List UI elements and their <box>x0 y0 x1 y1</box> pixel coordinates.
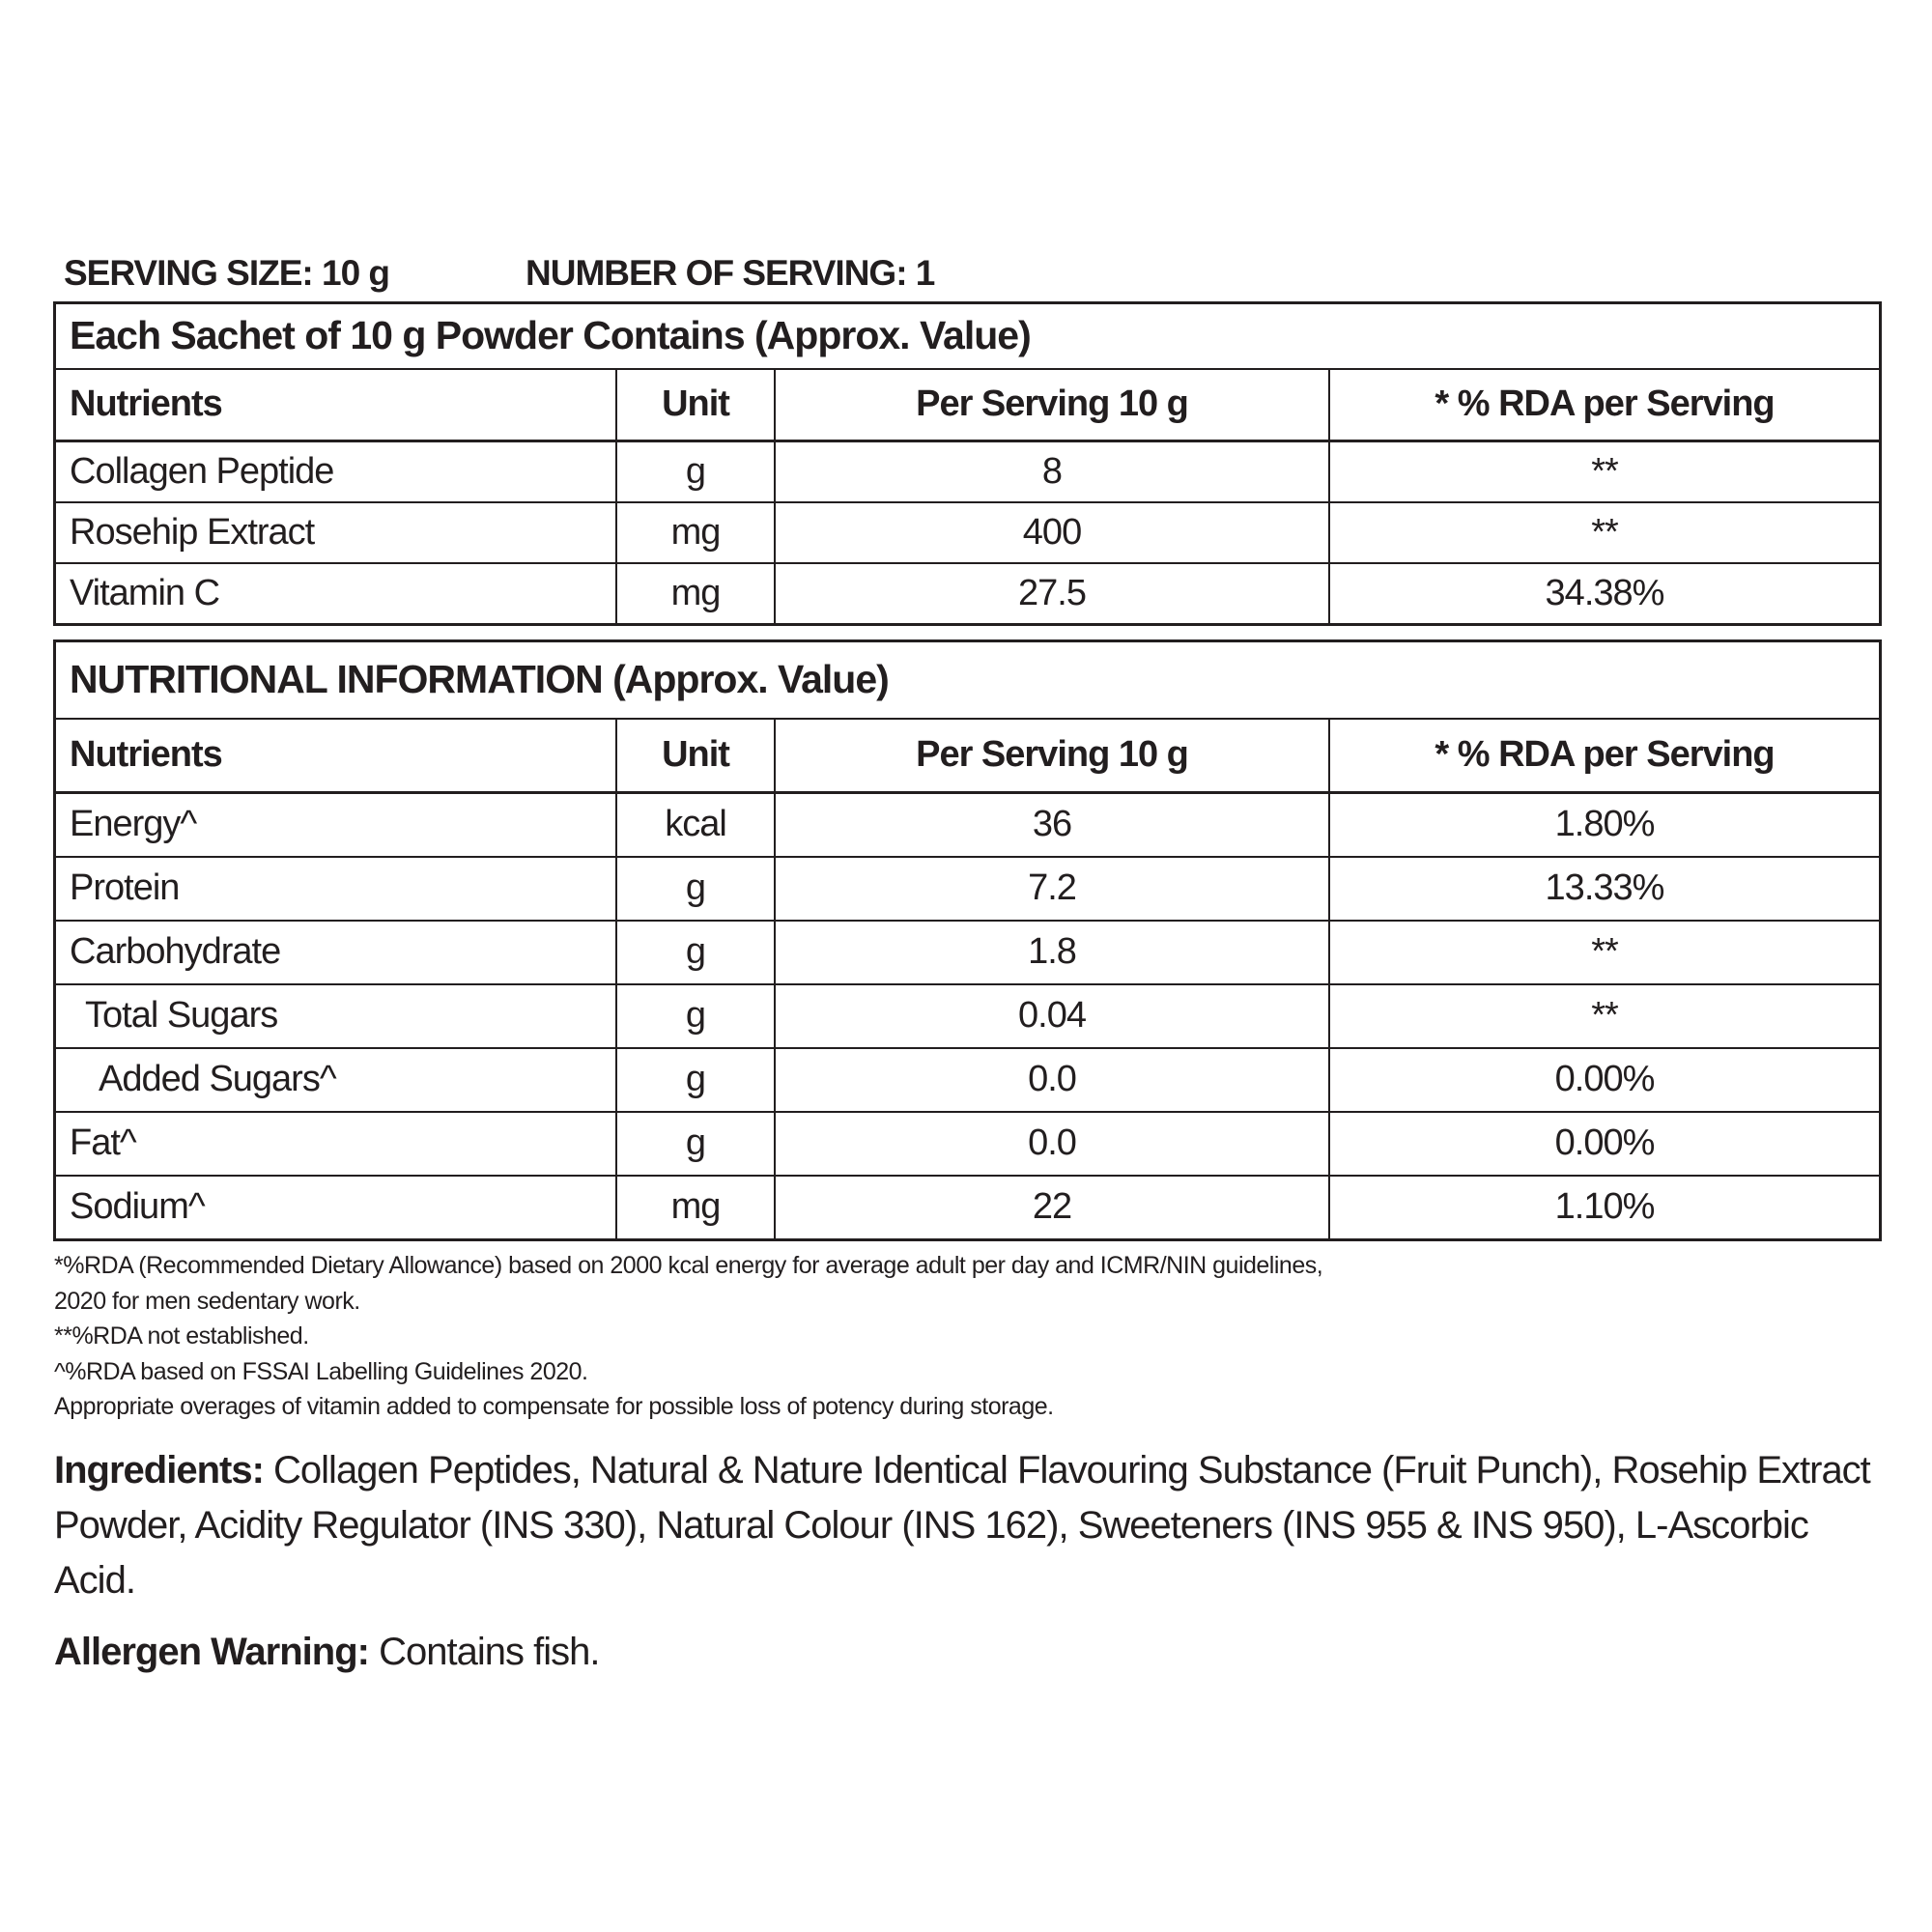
nutrient-unit: mg <box>615 503 774 562</box>
table-row-fat <box>56 1111 1879 1175</box>
table-row-vitamin-c <box>56 562 1879 623</box>
nutrient-name: Sodium^ <box>70 1186 205 1228</box>
table2-col-header-rda: * % RDA per Serving <box>1328 720 1879 791</box>
nutrient-name: Total Sugars <box>85 995 278 1037</box>
rda-value: ** <box>1328 985 1879 1047</box>
nutrient-unit: mg <box>615 1177 774 1238</box>
rda-value: 1.10% <box>1328 1177 1879 1238</box>
rda-value: 1.80% <box>1328 794 1879 856</box>
rda-value: 0.00% <box>1328 1049 1879 1111</box>
footnote-rda-basis-cont: 2020 for men sedentary work. <box>54 1287 360 1315</box>
table-row-protein <box>56 856 1879 920</box>
table2-header-row <box>56 718 1879 792</box>
rda-value: 13.33% <box>1328 858 1879 920</box>
footnote-fssai-guidelines: ^%RDA based on FSSAI Labelling Guidelines 2020. <box>54 1357 588 1385</box>
table1-title-row <box>56 304 1879 368</box>
per-serving-value: 0.0 <box>774 1049 1328 1111</box>
table-row-carbohydrate <box>56 920 1879 983</box>
table1-title: Each Sachet of 10 g Powder Contains (Approx. Value) <box>70 313 1031 358</box>
table1-col-header-per-serving: Per Serving 10 g <box>774 370 1328 440</box>
per-serving-value: 22 <box>774 1177 1328 1238</box>
table-row-collagen-peptide <box>56 440 1879 501</box>
nutrient-name: Energy^ <box>70 804 197 845</box>
nutrient-unit: g <box>615 1113 774 1175</box>
nutrient-unit: g <box>615 1049 774 1111</box>
ingredients-label: Ingredients: <box>54 1449 264 1492</box>
nutrient-unit: mg <box>615 564 774 623</box>
table-row-added-sugars <box>56 1047 1879 1111</box>
nutritional-information-table <box>53 639 1882 1241</box>
per-serving-value: 7.2 <box>774 858 1328 920</box>
table1-col-header-unit: Unit <box>615 370 774 440</box>
nutrient-name: Collagen Peptide <box>70 450 334 492</box>
nutrient-name: Protein <box>70 867 180 909</box>
footnote-rda-basis: *%RDA (Recommended Dietary Allowance) based on 2000 kcal energy for average adult per day and ICMR/NIN guidelines, <box>54 1252 1323 1279</box>
nutrient-name: Vitamin C <box>70 572 220 613</box>
allergen-warning-line <box>54 1631 1886 1674</box>
table2-title: NUTRITIONAL INFORMATION (Approx. Value) <box>70 657 889 702</box>
nutrient-name: Fat^ <box>70 1122 136 1164</box>
table-row-energy <box>56 792 1879 856</box>
per-serving-value: 0.0 <box>774 1113 1328 1175</box>
sachet-contents-table <box>53 301 1882 626</box>
nutrient-unit: g <box>615 985 774 1047</box>
per-serving-value: 400 <box>774 503 1328 562</box>
serving-info-line <box>0 253 1932 292</box>
per-serving-value: 0.04 <box>774 985 1328 1047</box>
nutrient-unit: g <box>615 922 774 983</box>
nutrient-name: Rosehip Extract <box>70 511 315 553</box>
table1-col-header-nutrients: Nutrients <box>70 384 222 425</box>
rda-value: ** <box>1328 922 1879 983</box>
footnotes-block <box>54 1248 1880 1425</box>
number-of-serving-text: NUMBER OF SERVING: 1 <box>526 253 935 293</box>
rda-value: 34.38% <box>1328 564 1879 623</box>
nutrient-unit: g <box>615 858 774 920</box>
table-row-total-sugars <box>56 983 1879 1047</box>
rda-value: ** <box>1328 503 1879 562</box>
nutrient-name: Carbohydrate <box>70 931 281 973</box>
table-row-sodium <box>56 1175 1879 1238</box>
per-serving-value: 1.8 <box>774 922 1328 983</box>
rda-value: ** <box>1328 442 1879 501</box>
allergen-label: Allergen Warning: <box>54 1631 369 1673</box>
table2-col-header-unit: Unit <box>615 720 774 791</box>
ingredients-text: Collagen Peptides, Natural & Nature Identical Flavouring Substance (Fruit Punch), Rosehip Extract Powder, Acidity Regulator (INS 330), Natural Colour (INS 162), Sweeteners (INS 955 & INS 950), L-Ascorbic Acid. <box>54 1449 1870 1602</box>
nutrient-unit: g <box>615 442 774 501</box>
table1-header-row <box>56 368 1879 440</box>
serving-size-text: SERVING SIZE: 10 g <box>64 253 390 293</box>
nutrient-name: Added Sugars^ <box>99 1059 336 1100</box>
allergen-text: Contains fish. <box>379 1631 600 1673</box>
table1-col-header-rda: * % RDA per Serving <box>1328 370 1879 440</box>
footnote-overages: Appropriate overages of vitamin added to compensate for possible loss of potency during storage. <box>54 1393 1054 1420</box>
table2-col-header-per-serving: Per Serving 10 g <box>774 720 1328 791</box>
table2-col-header-nutrients: Nutrients <box>70 734 222 776</box>
rda-value: 0.00% <box>1328 1113 1879 1175</box>
per-serving-value: 8 <box>774 442 1328 501</box>
per-serving-value: 27.5 <box>774 564 1328 623</box>
footnote-rda-not-established: **%RDA not established. <box>54 1322 309 1350</box>
nutrient-unit: kcal <box>615 794 774 856</box>
table2-title-row <box>56 642 1879 718</box>
table-row-rosehip-extract <box>56 501 1879 562</box>
per-serving-value: 36 <box>774 794 1328 856</box>
ingredients-paragraph <box>54 1443 1886 1608</box>
